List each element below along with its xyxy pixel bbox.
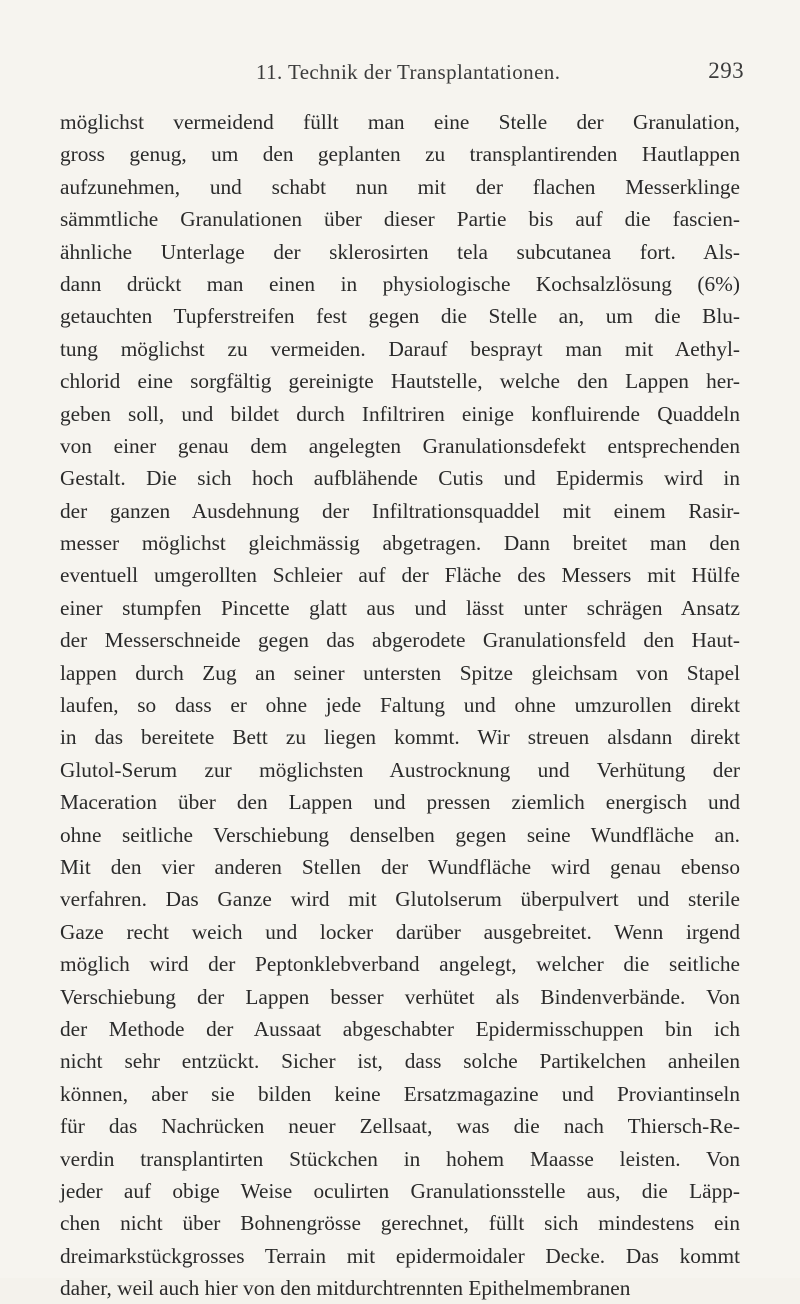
text-line: verfahren. Das Ganze wird mit Glutolserum überpulvert und sterile	[60, 887, 740, 912]
text-line: sämmtliche Granulationen über dieser Partie bis auf die fascien-	[60, 207, 740, 232]
text-line: getauchten Tupferstreifen fest gegen die Stelle an, um die Blu-	[60, 304, 740, 329]
text-line: nicht sehr entzückt. Sicher ist, dass solche Partikelchen anheilen	[60, 1049, 740, 1074]
text-line: Glutol-Serum zur möglichsten Austrocknung und Verhütung der	[60, 757, 740, 782]
body-text	[60, 106, 740, 1304]
text-line: eventuell umgerollten Schleier auf der Fläche des Messers mit Hülfe	[60, 563, 740, 588]
text-line: lappen durch Zug an seiner untersten Spitze gleichsam von Stapel	[60, 660, 740, 685]
page-number: 293	[708, 58, 744, 83]
text-line: für das Nachrücken neuer Zellsaat, was die nach Thiersch-Re-	[60, 1114, 740, 1139]
text-line: Gestalt. Die sich hoch aufblähende Cutis und Epidermis wird in	[60, 466, 740, 491]
text-line: Verschiebung der Lappen besser verhütet als Bindenverbände. Von	[60, 984, 740, 1009]
text-line: der ganzen Ausdehnung der Infiltrationsquaddel mit einem Rasir-	[60, 498, 740, 523]
text-line: chen nicht über Bohnengrösse gerechnet, füllt sich mindestens ein	[60, 1211, 740, 1236]
text-line: möglichst vermeidend füllt man eine Stelle der Granulation,	[60, 110, 740, 134]
text-line: in das bereitete Bett zu liegen kommt. Wir streuen alsdann direkt	[60, 725, 740, 750]
text-line: daher, weil auch hier von den mitdurchtrennten Epithelmembranen	[60, 1276, 631, 1301]
text-line: ähnliche Unterlage der sklerosirten tela subcutanea fort. Als-	[60, 239, 740, 264]
text-line: tung möglichst zu vermeiden. Darauf besprayt man mit Aethyl-	[60, 336, 740, 361]
running-header	[60, 60, 744, 92]
chapter-title: 11. Technik der Transplantationen.	[256, 60, 561, 84]
text-line: einer stumpfen Pincette glatt aus und lässt unter schrägen Ansatz	[60, 595, 740, 620]
text-line: dreimarkstückgrosses Terrain mit epidermoidaler Decke. Das kommt	[60, 1243, 740, 1268]
text-line: können, aber sie bilden keine Ersatzmagazine und Proviantinseln	[60, 1081, 740, 1106]
text-line: aufzunehmen, und schabt nun mit der flachen Messerklinge	[60, 174, 740, 199]
text-line: messer möglichst gleichmässig abgetragen. Dann breitet man den	[60, 531, 740, 556]
text-line: jeder auf obige Weise oculirten Granulationsstelle aus, die Läpp-	[60, 1178, 740, 1203]
text-line: von einer genau dem angelegten Granulationsdefekt entsprechenden	[60, 433, 740, 458]
text-line: Mit den vier anderen Stellen der Wundfläche wird genau ebenso	[60, 854, 740, 879]
text-line: der Methode der Aussaat abgeschabter Epidermisschuppen bin ich	[60, 1016, 740, 1041]
text-line: der Messerschneide gegen das abgerodete Granulationsfeld den Haut-	[60, 628, 740, 653]
text-line: verdin transplantirten Stückchen in hohem Maasse leisten. Von	[60, 1146, 740, 1171]
text-line: chlorid eine sorgfältig gereinigte Hautstelle, welche den Lappen her-	[60, 369, 740, 394]
text-line: gross genug, um den geplanten zu transplantirenden Hautlappen	[60, 142, 740, 167]
text-line: laufen, so dass er ohne jede Faltung und ohne umzurollen direkt	[60, 693, 740, 718]
text-line: geben soll, und bildet durch Infiltriren einige konfluirende Quaddeln	[60, 401, 740, 426]
text-line: möglich wird der Peptonklebverband angelegt, welcher die seitliche	[60, 952, 740, 977]
text-line: Gaze recht weich und locker darüber ausgebreitet. Wenn irgend	[60, 919, 740, 944]
text-line: Maceration über den Lappen und pressen ziemlich energisch und	[60, 790, 740, 815]
text-line: dann drückt man einen in physiologische Kochsalzlösung (6%)	[60, 271, 740, 296]
text-line: ohne seitliche Verschiebung denselben gegen seine Wundfläche an.	[60, 822, 740, 847]
